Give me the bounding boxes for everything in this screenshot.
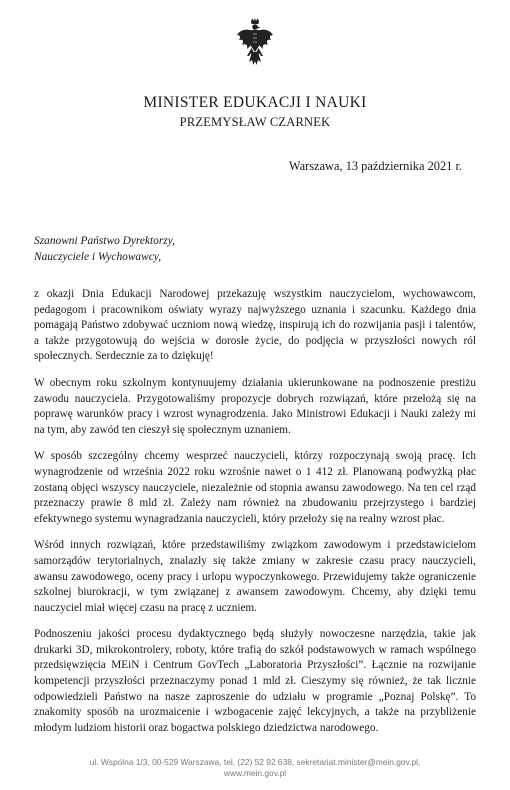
polish-eagle-emblem-icon	[236, 18, 274, 70]
letter-body	[34, 287, 476, 747]
letter-date: Warszawa, 13 października 2021 r.	[288, 159, 462, 173]
salutation-line-2: Nauczyciele i Wychowawcy,	[34, 251, 162, 263]
footer-website: www.mein.gov.pl	[223, 768, 287, 778]
minister-name: PRZEMYSŁAW CZARNEK	[179, 115, 331, 129]
salutation	[34, 233, 175, 265]
paragraph: Wśród innych rozwiązań, które przedstawiliśmy związkom zawodowym i przedstawicielom samorządów terytorialnych, znalazły się także zmiany w zakresie czasu pracy nauczycieli, awansu zawodowego, oceny pracy i urlopu wypoczynkowego. Przewidujemy także ograniczenie szkolnej biurokracji, w tym związanej z awansem zawodowym. Chcemy, aby dzięki temu nauczyciel miał więcej czasu na pracę z uczniem.	[34, 539, 476, 614]
paragraph: W sposób szczególny chcemy wesprzeć nauczycieli, którzy rozpoczynają swoją pracę. Ich wynagrodzenie od września 2022 roku wzrośnie nawet o 1 412 zł. Planowaną podwyżką płac zostaną objęci wszyscy nauczyciele, niezależnie od stopnia awansu zawodowego. Na ten cel rząd przeznaczy prawie 8 mld zł. Zależy nam również na zbudowaniu przejrzystego i bardziej efektywnego systemu wynagradzania nauczycieli, który przełoży się na realny wzrost płac.	[34, 450, 476, 525]
salutation-line-1: Szanowni Państwo Dyrektorzy,	[34, 235, 176, 247]
footer-address: ul. Wspólna 1/3, 00-529 Warszawa, tel. (22) 52 92 638, sekretariat.minister@mein.gov.pl,	[89, 757, 421, 767]
paragraph: W obecnym roku szkolnym kontynuujemy działania ukierunkowane na podnoszenie prestiżu zawodu nauczyciela. Przygotowaliśmy propozycje dobrych rozwiązań, które przełożą się na poprawę warunków pracy i wzrost wynagrodzenia. Jako Ministrowi Edukacji i Nauki zależy mi na tym, aby zawód ten cieszył się społecznym uznaniem.	[34, 376, 476, 436]
paragraph: z okazji Dnia Edukacji Narodowej przekazuję wszystkim nauczycielom, wychowawcom, pedagogom i pracownikom oświaty wyrazy najwyższego uznania i szacunku. Każdego dnia pomagają Państwo zdobywać uczniom nową wiedzę, inspirują ich do rozwijania pasji i talentów, a także przygotowują do wejścia w dorosłe życie, do podjęcia w przyszłości nowych ról społecznych. Serdecznie za to dziękuję!	[34, 288, 476, 363]
footer	[0, 757, 510, 779]
paragraph: Podnoszeniu jakości procesu dydaktycznego będą służyły nowoczesne narzędzia, takie jak drukarki 3D, mikrokontrolery, roboty, które trafią do szkół podstawowych w ramach wspólnego przedsięwzięcia MEiN i Centrum GovTech „Laboratoria Przyszłości”. Łącznie na rozwijanie kompetencji przyszłości przeznaczymy ponad 1 mld zł. Cieszymy się również, że tak licznie odpowiedzieli Państwo na nasze zaproszenie do udziału w programie „Poznaj Polskę”. To znakomity sposób na urozmaicenie i wzbogacenie zajęć lekcyjnych, a także na przybliżenie młodym ludziom historii oraz bogactwa polskiego dziedzictwa narodowego.	[34, 628, 476, 734]
ministry-title: MINISTER EDUKACJI I NAUKI	[143, 94, 367, 111]
